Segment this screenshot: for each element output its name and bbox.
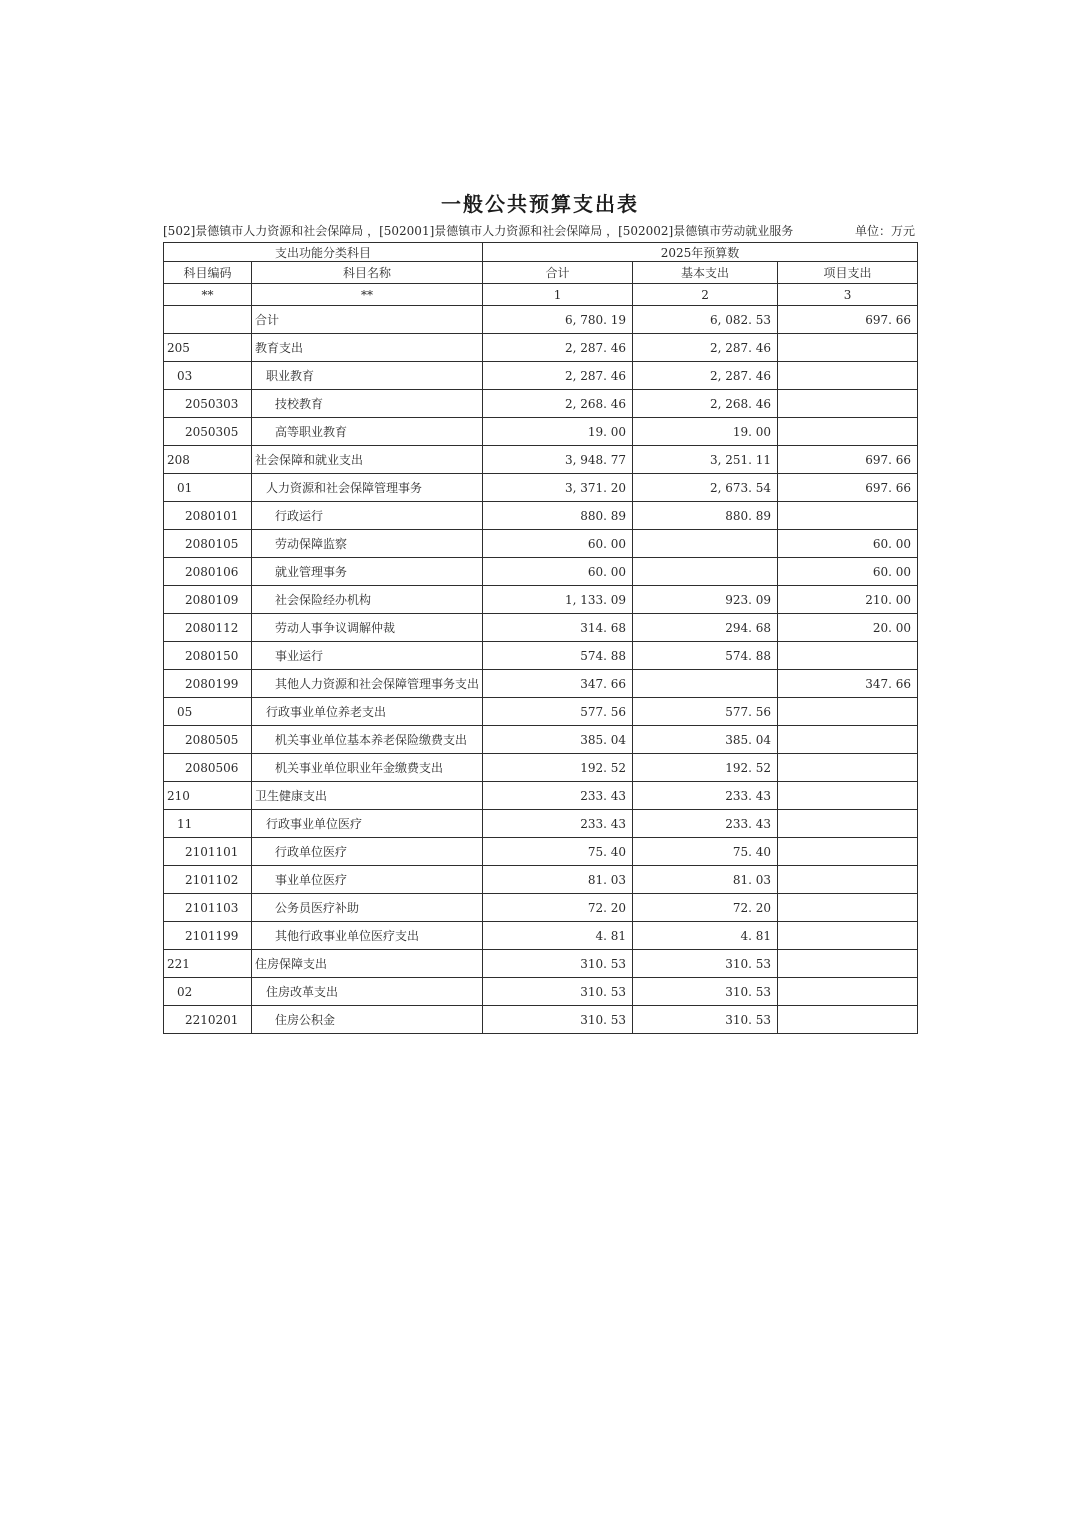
cell-subject-name: 机关事业单位基本养老保险缴费支出 [252, 726, 483, 754]
cell-basic-expense: 385. 04 [633, 726, 778, 754]
table-row [164, 698, 918, 726]
table-row [164, 558, 918, 586]
table-row [164, 418, 918, 446]
cell-subject-name: 劳动保障监察 [252, 530, 483, 558]
cell-subject-code: 2101103 [164, 894, 252, 922]
cell-subject-name: 高等职业教育 [252, 418, 483, 446]
cell-total: 880. 89 [483, 502, 633, 530]
table-row [164, 390, 918, 418]
cell-project-expense [778, 978, 918, 1006]
cell-basic-expense: 577. 56 [633, 698, 778, 726]
unit-label: 单位：万元 [854, 224, 915, 238]
page-title: 一般公共预算支出表 [441, 192, 639, 216]
cell-total: 233. 43 [483, 810, 633, 838]
cell-basic-expense: 3, 251. 11 [633, 446, 778, 474]
cell-subject-name: 行政运行 [252, 502, 483, 530]
table-row [164, 530, 918, 558]
cell-project-expense [778, 838, 918, 866]
budget-table [163, 242, 918, 1034]
header-group-row [164, 243, 918, 262]
table-row [164, 810, 918, 838]
cell-subject-code: 02 [164, 978, 252, 1006]
cell-subject-name: 其他行政事业单位医疗支出 [252, 922, 483, 950]
cell-basic-expense: 4. 81 [633, 922, 778, 950]
cell-subject-name: 人力资源和社会保障管理事务 [252, 474, 483, 502]
table-row [164, 502, 918, 530]
cell-total: 577. 56 [483, 698, 633, 726]
header-total: 合计 [483, 262, 633, 284]
table-row [164, 362, 918, 390]
cell-basic-expense: 310. 53 [633, 950, 778, 978]
table-row [164, 866, 918, 894]
cell-subject-code: 2101199 [164, 922, 252, 950]
cell-total: 310. 53 [483, 978, 633, 1006]
cell-basic-expense: 310. 53 [633, 1006, 778, 1034]
organization-line: [502]景德镇市人力资源和社会保障局 ，[502001]景德镇市人力资源和社会保障局 ，[502002]景德镇市劳动就业服务 [163, 224, 794, 238]
table-row [164, 670, 918, 698]
cell-subject-name: 行政事业单位养老支出 [252, 698, 483, 726]
cell-subject-name: 卫生健康支出 [252, 782, 483, 810]
cell-project-expense: 697. 66 [778, 306, 918, 334]
org-row [163, 222, 917, 239]
cell-subject-name: 住房改革支出 [252, 978, 483, 1006]
cell-basic-expense: 233. 43 [633, 810, 778, 838]
cell-subject-name: 社会保障和就业支出 [252, 446, 483, 474]
cell-subject-code: 2080112 [164, 614, 252, 642]
cell-subject-name: 机关事业单位职业年金缴费支出 [252, 754, 483, 782]
document-content [163, 192, 917, 1034]
cell-project-expense [778, 502, 918, 530]
header-index-row [164, 284, 918, 306]
table-row [164, 334, 918, 362]
cell-total: 2, 268. 46 [483, 390, 633, 418]
cell-basic-expense: 192. 52 [633, 754, 778, 782]
cell-subject-code: 2101102 [164, 866, 252, 894]
cell-basic-expense: 2, 268. 46 [633, 390, 778, 418]
cell-project-expense [778, 1006, 918, 1034]
cell-project-expense [778, 362, 918, 390]
cell-basic-expense [633, 558, 778, 586]
table-row [164, 754, 918, 782]
cell-project-expense [778, 810, 918, 838]
cell-subject-name: 教育支出 [252, 334, 483, 362]
cell-project-expense: 697. 66 [778, 474, 918, 502]
cell-project-expense: 20. 00 [778, 614, 918, 642]
header-group-function: 支出功能分类科目 [164, 243, 483, 262]
cell-total: 192. 52 [483, 754, 633, 782]
cell-project-expense [778, 782, 918, 810]
cell-basic-expense: 2, 673. 54 [633, 474, 778, 502]
header-index-2: 2 [633, 284, 778, 306]
budget-table-body [164, 306, 918, 1034]
table-row [164, 838, 918, 866]
cell-subject-name: 就业管理事务 [252, 558, 483, 586]
header-columns-row [164, 262, 918, 284]
cell-total: 310. 53 [483, 1006, 633, 1034]
table-row [164, 586, 918, 614]
cell-subject-code: 2080105 [164, 530, 252, 558]
cell-project-expense [778, 418, 918, 446]
cell-basic-expense: 233. 43 [633, 782, 778, 810]
cell-subject-code: 2050305 [164, 418, 252, 446]
table-row [164, 446, 918, 474]
cell-subject-name: 行政单位医疗 [252, 838, 483, 866]
cell-project-expense [778, 390, 918, 418]
cell-subject-code: 208 [164, 446, 252, 474]
cell-subject-code: 01 [164, 474, 252, 502]
cell-subject-name: 职业教育 [252, 362, 483, 390]
table-row [164, 642, 918, 670]
cell-project-expense [778, 950, 918, 978]
header-basic-expense: 基本支出 [633, 262, 778, 284]
cell-basic-expense: 19. 00 [633, 418, 778, 446]
cell-basic-expense: 2, 287. 46 [633, 334, 778, 362]
cell-subject-name: 事业单位医疗 [252, 866, 483, 894]
table-row [164, 726, 918, 754]
cell-total: 1, 133. 09 [483, 586, 633, 614]
cell-subject-code: 210 [164, 782, 252, 810]
cell-project-expense: 60. 00 [778, 530, 918, 558]
header-project-expense: 项目支出 [778, 262, 918, 284]
cell-total: 72. 20 [483, 894, 633, 922]
cell-basic-expense: 72. 20 [633, 894, 778, 922]
cell-subject-name: 技校教育 [252, 390, 483, 418]
cell-subject-code: 2080109 [164, 586, 252, 614]
cell-total: 6, 780. 19 [483, 306, 633, 334]
cell-subject-code: 2080150 [164, 642, 252, 670]
cell-total: 2, 287. 46 [483, 334, 633, 362]
cell-subject-name: 其他人力资源和社会保障管理事务支出 [252, 670, 483, 698]
cell-project-expense: 60. 00 [778, 558, 918, 586]
cell-subject-code: 2050303 [164, 390, 252, 418]
cell-total: 4. 81 [483, 922, 633, 950]
cell-project-expense [778, 922, 918, 950]
table-row [164, 950, 918, 978]
header-index-3: 3 [778, 284, 918, 306]
cell-subject-code: 205 [164, 334, 252, 362]
table-row [164, 1006, 918, 1034]
cell-basic-expense: 310. 53 [633, 978, 778, 1006]
table-row [164, 614, 918, 642]
cell-total: 19. 00 [483, 418, 633, 446]
cell-basic-expense: 574. 88 [633, 642, 778, 670]
header-index-code: ** [164, 284, 252, 306]
cell-project-expense: 697. 66 [778, 446, 918, 474]
cell-project-expense [778, 698, 918, 726]
cell-basic-expense: 880. 89 [633, 502, 778, 530]
cell-basic-expense: 75. 40 [633, 838, 778, 866]
cell-project-expense [778, 894, 918, 922]
cell-subject-name: 住房保障支出 [252, 950, 483, 978]
cell-total: 3, 371. 20 [483, 474, 633, 502]
cell-project-expense [778, 726, 918, 754]
cell-subject-code: 2210201 [164, 1006, 252, 1034]
cell-total: 347. 66 [483, 670, 633, 698]
table-row [164, 782, 918, 810]
cell-total: 310. 53 [483, 950, 633, 978]
cell-total: 385. 04 [483, 726, 633, 754]
header-index-1: 1 [483, 284, 633, 306]
table-row [164, 922, 918, 950]
table-row [164, 306, 918, 334]
cell-total: 2, 287. 46 [483, 362, 633, 390]
cell-subject-code: 2080101 [164, 502, 252, 530]
cell-subject-code: 03 [164, 362, 252, 390]
cell-subject-code [164, 306, 252, 334]
cell-total: 81. 03 [483, 866, 633, 894]
cell-subject-code: 2080505 [164, 726, 252, 754]
cell-basic-expense [633, 530, 778, 558]
cell-project-expense [778, 866, 918, 894]
cell-basic-expense: 2, 287. 46 [633, 362, 778, 390]
table-row [164, 474, 918, 502]
cell-project-expense [778, 642, 918, 670]
table-row [164, 894, 918, 922]
cell-subject-name: 公务员医疗补助 [252, 894, 483, 922]
cell-total: 3, 948. 77 [483, 446, 633, 474]
cell-subject-code: 2101101 [164, 838, 252, 866]
cell-subject-name: 劳动人事争议调解仲裁 [252, 614, 483, 642]
cell-total: 314. 68 [483, 614, 633, 642]
cell-project-expense: 347. 66 [778, 670, 918, 698]
cell-total: 60. 00 [483, 558, 633, 586]
cell-subject-code: 2080506 [164, 754, 252, 782]
cell-basic-expense: 6, 082. 53 [633, 306, 778, 334]
header-group-budget-2025: 2025年预算数 [483, 243, 918, 262]
cell-subject-name: 社会保险经办机构 [252, 586, 483, 614]
cell-basic-expense [633, 670, 778, 698]
cell-total: 75. 40 [483, 838, 633, 866]
cell-project-expense [778, 754, 918, 782]
cell-subject-name: 住房公积金 [252, 1006, 483, 1034]
header-subject-code: 科目编码 [164, 262, 252, 284]
cell-total: 60. 00 [483, 530, 633, 558]
cell-subject-name: 合计 [252, 306, 483, 334]
cell-basic-expense: 294. 68 [633, 614, 778, 642]
table-row [164, 978, 918, 1006]
cell-subject-code: 11 [164, 810, 252, 838]
cell-total: 233. 43 [483, 782, 633, 810]
cell-subject-name: 行政事业单位医疗 [252, 810, 483, 838]
header-subject-name: 科目名称 [252, 262, 483, 284]
header-index-name: ** [252, 284, 483, 306]
cell-project-expense: 210. 00 [778, 586, 918, 614]
cell-subject-code: 2080199 [164, 670, 252, 698]
cell-subject-code: 221 [164, 950, 252, 978]
cell-total: 574. 88 [483, 642, 633, 670]
cell-subject-name: 事业运行 [252, 642, 483, 670]
cell-basic-expense: 923. 09 [633, 586, 778, 614]
cell-subject-code: 2080106 [164, 558, 252, 586]
cell-project-expense [778, 334, 918, 362]
cell-subject-code: 05 [164, 698, 252, 726]
cell-basic-expense: 81. 03 [633, 866, 778, 894]
